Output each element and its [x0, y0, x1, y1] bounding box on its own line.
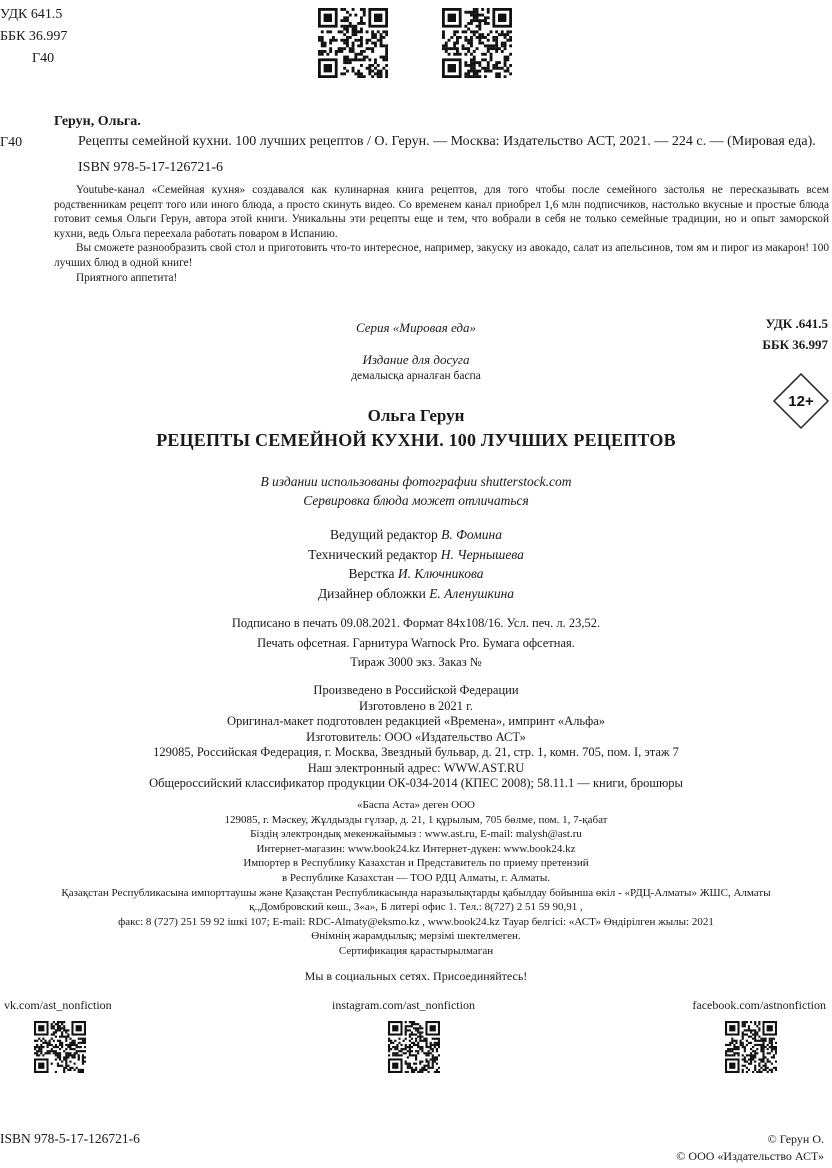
social-title: Мы в социальных сетях. Присоединяйтесь! — [304, 969, 528, 983]
leisure-label-kz: демалысқа арналған баспа — [351, 370, 481, 382]
bib-isbn: ISBN 978-5-17-126721-6 — [78, 160, 224, 175]
instagram-link[interactable]: instagram.com/ast_nonfiction — [332, 998, 475, 1012]
vk-link[interactable]: vk.com/ast_nonfiction — [4, 998, 112, 1012]
print-line: Тираж 3000 экз. Заказ № — [350, 655, 482, 669]
production-line: Изготовитель: ООО «Издательство АСТ» — [306, 729, 526, 744]
production-line: Произведено в Российской Федерации — [313, 683, 519, 697]
series-name: Серия «Мировая еда» — [355, 320, 477, 335]
production-line: Наш электронный адрес: WWW.AST.RU — [307, 760, 525, 775]
bib-side-code: Г40 — [0, 135, 23, 150]
author-sign: Г40 — [32, 51, 55, 66]
book-title: РЕЦЕПТЫ СЕМЕЙНОЙ КУХНИ. 100 ЛУЧШИХ РЕЦЕПТОВ — [156, 430, 676, 450]
copyright-author: © Герун О. — [767, 1132, 824, 1146]
bbk-code: ББК 36.997 — [0, 29, 68, 44]
leisure-label: Издание для досуга — [362, 352, 470, 367]
production-line: Оригинал-макет подготовлен редакцией «Времена», импринт «Альфа» — [226, 714, 606, 728]
qr-code-facebook — [725, 1021, 777, 1073]
copyright-publisher: © ООО «Издательство АСТ» — [676, 1149, 824, 1163]
udk-code-right: УДК .641.5 — [765, 316, 828, 331]
production-info — [0, 683, 832, 792]
serving-note: Сервировка блюда может отличаться — [303, 493, 529, 508]
top-left-codes — [0, 4, 67, 70]
udk-code: УДК 641.5 — [0, 7, 63, 22]
production-line: 129085, Российская Федерация, г. Москва, Звездный бульвар, д. 21, стр. 1, комн. 705, пом. I, этаж 7 — [153, 745, 679, 759]
bib-author: Герун, Ольга. — [54, 114, 141, 129]
qr-code-instagram — [388, 1021, 440, 1073]
copyright — [676, 1131, 824, 1165]
age-rating-text: 12+ — [788, 393, 814, 410]
kazakh-line: «Баспа Аста» деген ООО — [357, 799, 475, 811]
facebook-link[interactable]: facebook.com/astnonfiction — [692, 998, 826, 1012]
photo-credits — [0, 472, 832, 510]
production-line: Изготовлено в 2021 г. — [359, 698, 473, 713]
bottom-isbn: ISBN 978-5-17-126721-6 — [0, 1131, 140, 1146]
kazakh-line: Интернет-магазин: www.book24.kz Интернет-дүкен: www.book24.kz — [256, 842, 576, 855]
production-line: Общероссийский классификатор продукции ОК-034-2014 (КПЕС 2008); 58.11.1 — книги, брошюры — [149, 776, 683, 790]
staff-line: Технический редактор Н. Чернышева — [308, 546, 524, 562]
annotation-paragraph: Youtube-канал «Семейная кухня» создавался как кулинарная книга рецептов, для того чтобы после семейного застолья не пересказывать всем родственникам рецепт того или иного блюда, а просто скинуть видео. Со временем канал приобрел 1,6 млн подписчиков, настолько вкусные и простые блюда готовит семья Ольги Герун, автора этой книги. Уникальны эти рецепты еще и тем, что вобрали в себя не только семейные традиции, но и опыт заморской кухни, ведь Ольга переехала работать поваром в Испанию. — [54, 184, 829, 240]
photo-credit-line: В издании использованы фотографии shutterstock.com — [260, 474, 572, 489]
qr-code-top-left — [318, 8, 388, 78]
staff-credits — [0, 525, 832, 603]
qr-code-top-right — [442, 8, 512, 78]
author-name: Ольга Герун — [367, 406, 465, 425]
kazakh-line: 129085, г. Мәскеу, Жұлдызды гүлзар, д. 21, 1 құрылым, 705 бөлме, пом. 1, 7-қабат — [224, 813, 608, 826]
print-line: Печать офсетная. Гарнитура Warnock Pro. Бумага офсетная. — [257, 635, 575, 650]
annotation-paragraph: Вы сможете разнообразить свой стол и приготовить что-то интересное, например, закуску из авокадо, салат из апельсинов, том ям и пирог из макарон! 100 лучших блюд в одной книге! — [54, 242, 829, 269]
kazakh-line: факс: 8 (727) 251 59 92 ішкі 107; E-mail: RDC-Almaty@eksmo.kz , www.book24.kz Тауар белгісі: «АСТ» Өндірілген жылы: 2021 — [118, 915, 714, 928]
print-line: Подписано в печать 09.08.2021. Формат 84х108/16. Усл. печ. л. 23,52. — [231, 616, 601, 630]
staff-line: Верстка И. Ключникова — [348, 566, 484, 581]
annotation-paragraph: Приятного аппетита! — [76, 271, 178, 284]
staff-line: Дизайнер обложки Е. Аленушкина — [317, 585, 515, 601]
kazakh-line: қ.,Домбровский көш., 3«а», Б литері офис 1. Тел.: 8(727) 2 51 59 90,91 , — [249, 901, 583, 914]
print-info — [0, 614, 832, 673]
annotation — [54, 183, 829, 285]
kazakh-line: в Республике Казахстан — ТОО РДЦ Алматы, г. Алматы. — [281, 871, 551, 884]
bbk-code-right: ББК 36.997 — [762, 337, 828, 352]
kazakh-line: Сертификация қарастырылмаган — [338, 944, 494, 957]
kazakh-info — [0, 798, 832, 959]
bib-title-line: Рецепты семейной кухни. 100 лучших рецептов / О. Герун. — Москва: Издательство АСТ, 2021. — 224 с. — (Мировая еда). — [78, 134, 816, 149]
staff-line: Ведущий редактор В. Фомина — [330, 527, 502, 542]
kazakh-line: Өнімнің жарамдылық; мерзімі шектелмеген. — [311, 930, 521, 943]
kazakh-line: Біздің электрондық мекенжайымыз : www.ast.ru, E-mail: malysh@ast.ru — [250, 828, 582, 841]
kazakh-line: Қазақстан Республикасына импорттаушы және Қазақстан Республикасында наразылықтарды қабылдау бойынша өкіл - «РДЦ-Алматы» ЖШС, Алматы — [61, 886, 771, 899]
kazakh-line: Импортер в Республику Казахстан и Представитель по приему претензий — [243, 857, 589, 870]
qr-code-vk — [34, 1021, 86, 1073]
